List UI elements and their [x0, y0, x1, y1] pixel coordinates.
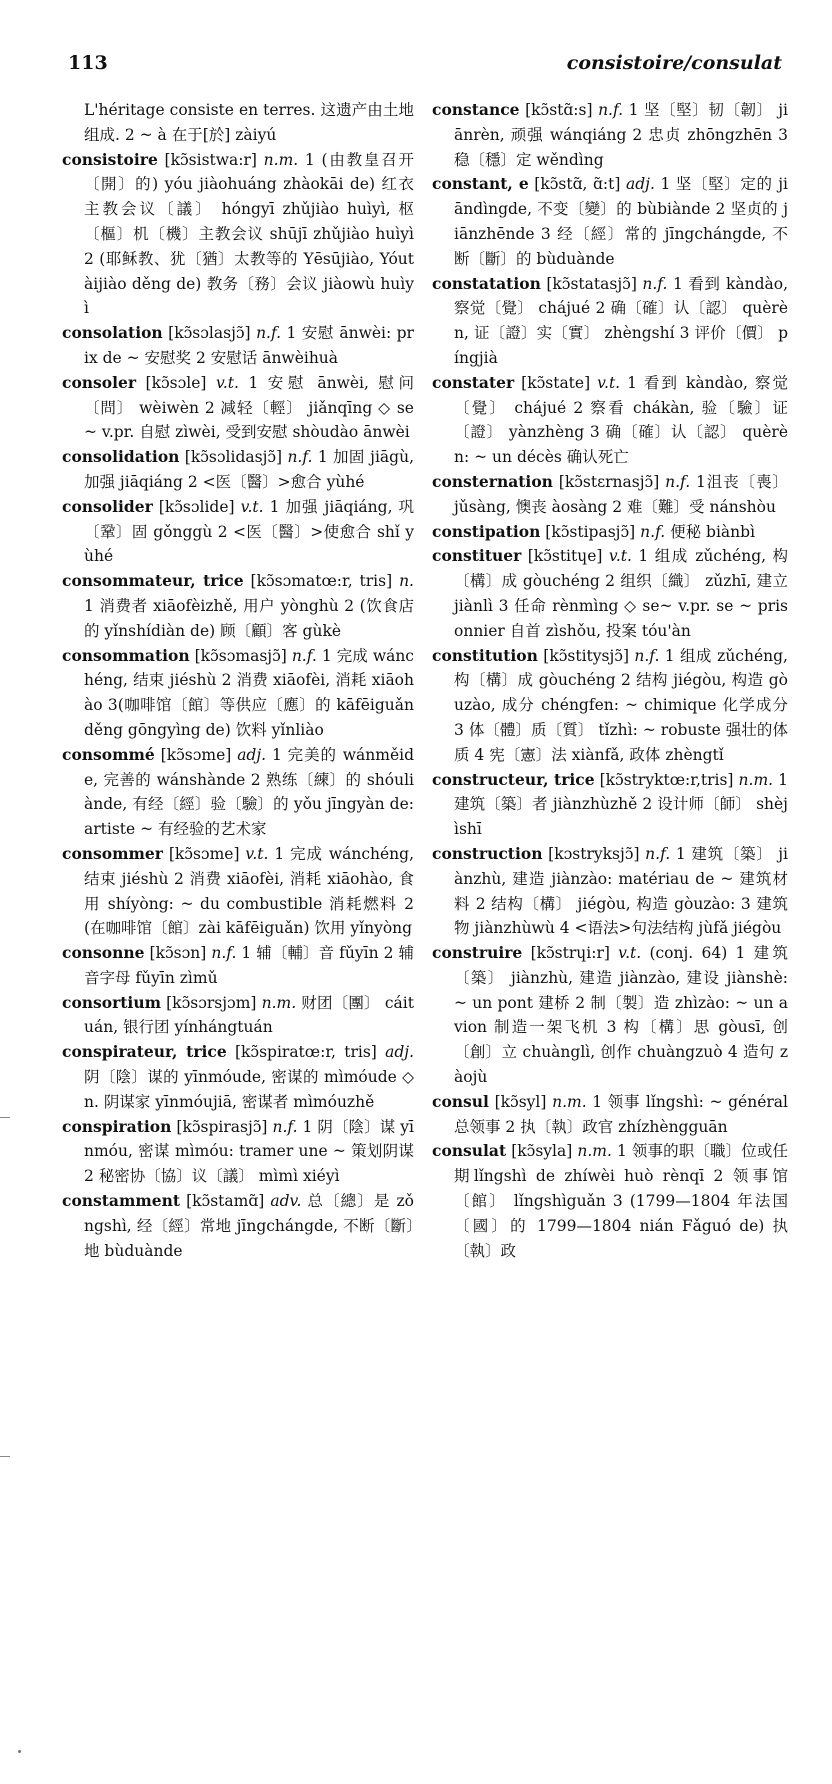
entry-pronunciation: [kɔ̃syl]	[494, 1092, 547, 1111]
entry-definition: L'héritage consiste en terres. 这遗产由土地组成. 2 ~ à 在于[於] zàiyú	[84, 101, 414, 144]
entry-headword: constant, e	[432, 174, 529, 194]
entry-headword: conspiration	[62, 1116, 172, 1136]
entry-headword: constitution	[432, 645, 538, 665]
entry-definition: 1 完成 wánchéng, 结束 jiéshù 2 消费 xiāofèi, 消耗 xiāohào, 食用 shíyòng: ~ du combustible 消耗燃料 2 (在咖啡馆〔館〕zài kāfēiguǎn) 饮用 yǐnyòng	[84, 844, 415, 938]
entry-headword: consolidation	[62, 447, 180, 467]
entry-grammar: n.f.	[272, 1117, 298, 1136]
entry-pronunciation: [kɔ̃spirasjɔ̃]	[176, 1117, 268, 1136]
entry-definition: 1 组成 zǔchéng, 构〔構〕成 gòuchéng 2 组织〔織〕 zǔzhī, 建立 jiànlì 3 任命 rènmìng ◇ se~ v.pr. se ~ prisonnier 自首 zìshǒu, 投案 tóu'àn	[454, 547, 789, 640]
entry-grammar: v.t.	[245, 844, 269, 863]
entry-grammar: v.t.	[240, 497, 264, 516]
dictionary-entry	[432, 272, 788, 371]
dictionary-entry	[432, 644, 788, 768]
entry-pronunciation: [kɔ̃stipasjɔ̃]	[545, 522, 636, 541]
entry-grammar: n.f.	[645, 844, 671, 863]
entry-headword: consistoire	[62, 149, 158, 169]
dictionary-entry	[62, 991, 414, 1041]
entry-headword: consolation	[62, 323, 163, 343]
dictionary-entry	[432, 1090, 788, 1140]
entry-definition: 1 (由教皇召开〔開〕的) yóu jiàohuáng zhàokāi de) 红衣主教会议〔議〕 hóngyī zhǔjiào huìyì, 枢〔樞〕机〔機〕主教会议 shūjī zhǔjiào huìyì 2 (耶稣教、犹〔猶〕太教等的 Yēsūjiào, Yóutàijiào děng de) 教务〔務〕会议 jiàowù huìyì	[84, 150, 414, 318]
entry-pronunciation: [kɔ̃stamɑ̃]	[186, 1192, 265, 1211]
entry-pronunciation: [kɔ̃stitɥe]	[527, 547, 603, 566]
entry-grammar: n.f.	[211, 944, 237, 963]
entry-pronunciation: [kɔ̃sɔlidasjɔ̃]	[184, 448, 283, 467]
entry-grammar: adj.	[237, 745, 267, 764]
dictionary-entry	[432, 520, 788, 545]
page-number: 113	[68, 52, 108, 74]
entry-grammar: n.f.	[291, 646, 317, 665]
entry-definition: 阴〔陰〕谋的 yīnmóude, 密谋的 mìmóude ◇ n. 阴谋家 yīnmóujiā, 密谋者 mìmóuzhě	[84, 1068, 414, 1111]
entry-pronunciation: [kɔ̃strɥi:r]	[530, 944, 610, 963]
entry-definition: 财团〔團〕 cáituán, 银行团 yínhángtuán	[84, 993, 414, 1037]
entry-pronunciation: [kɔstryksjɔ̃]	[548, 844, 640, 863]
entry-grammar: v.t.	[597, 373, 621, 392]
entry-headword: consommé	[62, 744, 155, 764]
entry-headword: consul	[432, 1091, 489, 1111]
entry-grammar: v.t.	[608, 547, 632, 566]
dictionary-entry	[432, 98, 788, 172]
entry-pronunciation: [kɔ̃sɔmatœ:r, tris]	[250, 572, 393, 591]
entry-grammar: n.f.	[665, 472, 691, 491]
dictionary-entry	[62, 148, 414, 322]
entry-pronunciation: [kɔ̃sɔn]	[149, 944, 207, 963]
dictionary-entry	[432, 842, 788, 941]
entry-definition: 1建筑〔築〕者 jiànzhùzhě 2 设计师〔師〕 shèjìshī	[454, 770, 788, 839]
dictionary-entry	[432, 544, 788, 643]
dictionary-entry	[62, 1115, 414, 1189]
entry-grammar: n.f.	[287, 448, 313, 467]
entry-definition: 1 加固 jiāgù, 加强 jiāqiáng 2 <医〔醫〕>愈合 yùhé	[84, 448, 414, 491]
entry-grammar: n.f.	[642, 274, 668, 293]
entry-headword: consolider	[62, 496, 153, 516]
entry-pronunciation: [kɔ̃state]	[521, 373, 591, 392]
entry-definition: 1 消费者 xiāofèizhě, 用户 yònghù 2 (饮食店的 yǐnshídiàn de) 顾〔顧〕客 gùkè	[84, 596, 414, 640]
entry-pronunciation: [kɔ̃syla]	[511, 1142, 573, 1161]
entry-grammar: n.f.	[634, 646, 660, 665]
entry-definition: 1 安慰 ānwèi: prix de ~ 安慰奖 2 安慰话 ānwèihuà	[84, 324, 414, 367]
entry-headword: consulat	[432, 1141, 507, 1161]
scan-speck	[18, 1750, 21, 1753]
dictionary-entry	[432, 941, 788, 1090]
entry-definition: 1沮丧〔喪〕 jǔsàng, 懊丧 àosàng 2 难〔難〕受 nánshòu	[454, 472, 788, 516]
entry-pronunciation: [kɔ̃sɔme]	[160, 745, 232, 764]
guide-words: consistoire/consulat	[566, 52, 782, 74]
left-column	[62, 98, 414, 1263]
entry-grammar: v.t.	[215, 373, 239, 392]
dictionary-entry	[62, 371, 414, 445]
entry-definition: 1 完成 wánchéng, 结束 jiéshù 2 消费 xiāofèi, 消耗 xiāohào 3(咖啡馆〔館〕等供应〔應〕的 kāfēiguǎn děng gōngyìng de) 饮料 yǐnliào	[84, 646, 414, 739]
dictionary-entry	[62, 1040, 414, 1114]
dictionary-entry	[62, 495, 414, 569]
entry-headword: consommateur, trice	[62, 571, 244, 591]
right-column	[432, 98, 788, 1263]
entry-grammar: v.t.	[618, 944, 642, 963]
entry-grammar: n.m.	[577, 1142, 612, 1161]
entry-headword: constamment	[62, 1191, 181, 1211]
entry-headword: construire	[432, 943, 523, 963]
entry-headword: consommation	[62, 645, 190, 665]
entry-grammar: n.f.	[256, 324, 282, 343]
entry-pronunciation: [kɔ̃stitysjɔ̃]	[543, 646, 629, 665]
entry-headword: constipation	[432, 521, 541, 541]
entry-definition: 1 完美的 wánměide, 完善的 wánshànde 2 熟练〔練〕的 shóuliànde, 有经〔經〕验〔驗〕的 yǒu jīngyàn de: artiste ~ 有经验的艺术家	[84, 745, 414, 839]
entry-definition: 1 看到 kàndào, 察觉〔覺〕 chájué 2 确〔確〕认〔認〕 quèrèn, 证〔證〕实〔實〕 zhèngshí 3 评价〔價〕 píngjià	[454, 274, 788, 367]
entry-pronunciation: [kɔ̃spiratœ:r, tris]	[234, 1043, 377, 1062]
entry-definition: 1 辅〔輔〕音 fǔyīn 2 辅音字母 fǔyīn zìmǔ	[84, 944, 414, 987]
entry-pronunciation: [kɔ̃stɛrnasjɔ̃]	[558, 472, 660, 491]
entry-headword: consommer	[62, 843, 163, 863]
dictionary-entry	[62, 98, 414, 148]
entry-definition: 1 领事的职〔職〕位或任期lǐngshì de zhíwèi huò rènqī 2 领事馆〔館〕 lǐngshìguǎn 3 (1799—1804 年法国〔國〕的 1799—1804 nián Fǎguó de) 执〔執〕政	[454, 1142, 788, 1260]
margin-mark	[0, 1117, 10, 1118]
entry-definition: 1 组成 zǔchéng, 构〔構〕成 gòuchéng 2 结构 jiégòu, 构造 gòuzào, 成分 chéngfen: ~ chimique 化学成分 3 体〔體〕质〔質〕 tǐzhì: ~ robuste 强壮的体质 4 宪〔憲〕法 xiànfǎ, 政体 zhèngtǐ	[454, 646, 788, 764]
dictionary-entry	[62, 941, 414, 991]
dictionary-entry	[432, 470, 788, 520]
entry-headword: consternation	[432, 471, 553, 491]
entry-definition: (conj. 64) 1 建筑〔築〕 jiànzhù, 建造 jiànzào, 建设 jiànshè: ~ un pont 建桥 2 制〔製〕造 zhìzào: ~ un avion 制造一架飞机 3 构〔構〕思 gòusī, 创〔創〕立 chuànglì, 创作 chuàngzuò 4 造句 zàojù	[454, 944, 788, 1087]
dictionary-entry	[62, 743, 414, 842]
entry-headword: constructeur, trice	[432, 769, 595, 789]
entry-grammar: n.m.	[738, 770, 774, 789]
entry-definition: 1 看到 kàndào, 察觉〔覺〕 chájué 2 察看 chákàn, 验〔驗〕证〔證〕 yànzhèng 3 确〔確〕认〔認〕 quèrèn: ~ un décès 确认死亡	[454, 373, 788, 467]
entry-grammar: n.m.	[261, 993, 297, 1012]
entry-grammar: n.f.	[598, 101, 624, 119]
dictionary-entry	[432, 768, 788, 842]
dictionary-entry	[62, 569, 414, 643]
entry-grammar: adv.	[270, 1192, 302, 1211]
entry-headword: constatation	[432, 273, 541, 293]
entry-definition: 便秘 biànbì	[670, 522, 756, 541]
dictionary-entry	[432, 371, 788, 470]
entry-pronunciation: [kɔ̃stɑ̃:s]	[525, 101, 593, 119]
dictionary-entry	[62, 842, 414, 941]
entry-pronunciation: [kɔ̃sɔme]	[168, 844, 240, 863]
entry-headword: consoler	[62, 372, 137, 392]
entry-headword: constater	[432, 372, 515, 392]
entry-pronunciation: [kɔ̃statasjɔ̃]	[546, 274, 637, 293]
dictionary-entry	[432, 1139, 788, 1263]
entry-pronunciation: [kɔ̃sistwa:r]	[164, 150, 257, 169]
entry-definition: 1 领事 lǐngshì: ~ général 总领事 2 执〔執〕政官 zhízhèngguān	[454, 1092, 788, 1136]
entry-definition: 1 阴〔陰〕谋 yīnmóu, 密谋 mìmóu: tramer une ~ 策划阴谋 2 秘密协〔協〕议〔議〕 mìmì xiéyì	[84, 1117, 415, 1186]
entry-headword: consonne	[62, 943, 145, 963]
dictionary-entry	[62, 644, 414, 743]
dictionary-entry	[62, 321, 414, 371]
entry-pronunciation: [kɔ̃sɔlasjɔ̃]	[168, 324, 251, 343]
entry-definition: 1 安慰 ānwèi, 慰问〔問〕 wèiwèn 2 减轻〔輕〕 jiǎnqīng ◇ se ~ v.pr. 自慰 zìwèi, 受到安慰 shòudào ānwèi	[84, 373, 414, 442]
entry-pronunciation: [kɔ̃sɔmasjɔ̃]	[194, 646, 287, 665]
entry-definition: 总〔總〕是 zǒngshì, 经〔經〕常地 jīngchángde, 不断〔斷〕地 bùduànde	[84, 1192, 414, 1260]
dictionary-entry	[432, 172, 788, 271]
entry-pronunciation: [kɔ̃sɔrsjɔm]	[166, 993, 257, 1012]
entry-grammar: adj.	[385, 1043, 414, 1062]
entry-pronunciation: [kɔ̃stɑ̃, ɑ̃:t]	[534, 175, 621, 194]
entry-headword: consortium	[62, 992, 161, 1012]
entry-headword: constituer	[432, 546, 522, 566]
entry-pronunciation: [kɔ̃stryktœ:r,tris]	[599, 770, 734, 789]
entry-pronunciation: [kɔ̃sɔlide]	[158, 497, 235, 516]
entry-grammar: n.m.	[263, 150, 299, 169]
entry-definition: 1 坚〔堅〕韧〔韌〕 jiānrèn, 顽强 wánqiáng 2 忠贞 zhōngzhēn 3 稳〔穩〕定 wěndìng	[454, 101, 789, 169]
entry-definition: 1 加强 jiāqiáng, 巩〔鞏〕固 gǒnggù 2 <医〔醫〕>使愈合 shǐ yùhé	[84, 497, 414, 566]
entry-grammar: n.	[399, 572, 414, 591]
entry-grammar: n.m.	[552, 1092, 587, 1111]
margin-mark	[0, 1456, 10, 1457]
entry-headword: conspirateur, trice	[62, 1042, 227, 1062]
dictionary-entry	[62, 445, 414, 495]
entry-grammar: adj.	[625, 175, 655, 194]
entry-grammar: n.f.	[640, 522, 666, 541]
entry-headword: construction	[432, 843, 543, 863]
entry-pronunciation: [kɔ̃sɔle]	[145, 373, 207, 392]
entry-definition: 1 坚〔堅〕定的 jiāndìngde, 不变〔變〕的 bùbiànde 2 坚贞的 jiānzhēnde 3 经〔經〕常的 jīngchángde, 不断〔斷〕的 bùduànde	[454, 175, 788, 268]
dictionary-entry	[62, 1189, 414, 1263]
entry-definition: 1 建筑〔築〕 jiànzhù, 建造 jiànzào: matériau de ~ 建筑材料 2 结构〔構〕 jiégòu, 构造 gòuzào: 3 建筑物 jiànzhùwù 4 <语法>句法结构 jùfǎ jiégòu	[454, 844, 788, 938]
entry-headword: constance	[432, 100, 520, 119]
